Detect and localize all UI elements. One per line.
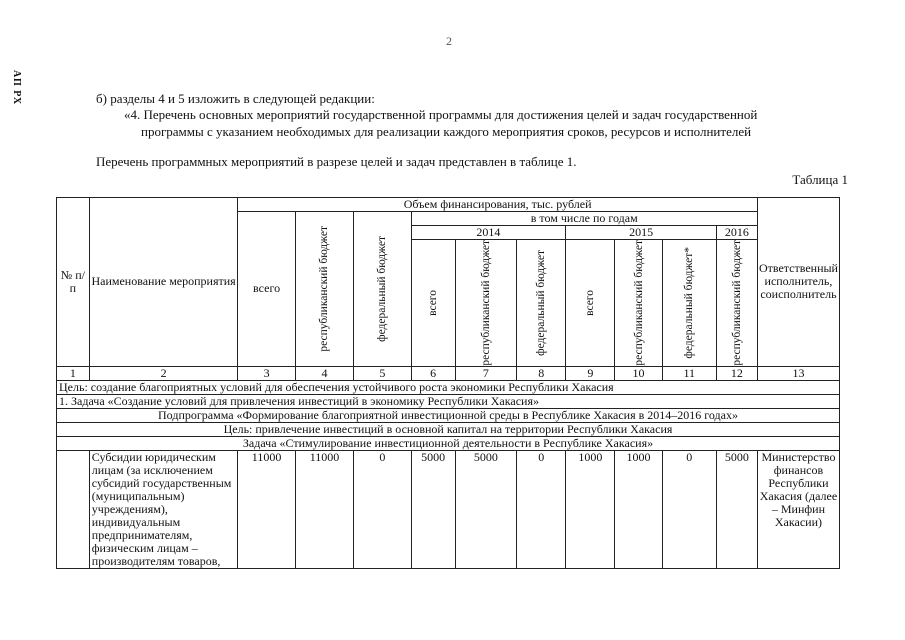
header-including-by-years: в том числе по годам: [411, 212, 757, 226]
row-fed-2014: 0: [517, 450, 566, 568]
header-fed-2015: федеральный бюджет*: [662, 240, 716, 367]
header-financing: Объем финансирования, тыс. рублей: [238, 198, 758, 212]
subprogram-goal-row: Цель: привлечение инвестиций в основной капитал на территории Республики Хакасия: [57, 422, 840, 436]
header-rep-2015: республиканский бюджет: [615, 240, 662, 367]
header-fed-budget: федеральный бюджет: [354, 212, 411, 367]
header-total-2014: всего: [411, 240, 455, 367]
subprogram-row: Подпрограмма «Формирование благоприятной инвестиционной среды в Республике Хакасия в 2014–2016 годах»: [57, 408, 840, 422]
col-num-2: 2: [89, 366, 238, 380]
header-name: Наименование мероприятия: [89, 198, 238, 367]
section-heading-line2: программы с указанием необходимых для реализации каждого мероприятия сроков, ресурсов и исполнителей: [141, 124, 752, 139]
row-rep: 11000: [295, 450, 353, 568]
task-row: 1. Задача «Создание условий для привлечения инвестиций в экономику Республики Хакасия»: [57, 394, 840, 408]
page-number: 2: [446, 34, 452, 48]
measures-table: [56, 197, 840, 569]
col-num-1: 1: [57, 366, 90, 380]
goal-row: Цель: создание благоприятных условий для обеспечения устойчивого роста экономики Республики Хакасия: [57, 380, 840, 394]
header-rep-budget: республиканский бюджет: [295, 212, 353, 367]
header-responsible: Ответственный исполнитель, соисполнитель: [757, 198, 839, 367]
table-intro: Перечень программных мероприятий в разрезе целей и задач представлен в таблице 1.: [96, 154, 577, 169]
row-rep-2015: 1000: [615, 450, 662, 568]
header-rep-2014: республиканский бюджет: [455, 240, 516, 367]
row-fed-2015: 0: [662, 450, 716, 568]
row-total: 11000: [238, 450, 295, 568]
row-total-2015: 1000: [566, 450, 615, 568]
col-num-5: 5: [354, 366, 411, 380]
header-year-2016: 2016: [716, 226, 757, 240]
col-num-8: 8: [517, 366, 566, 380]
row-responsible: Министерство финансов Республики Хакасия (далее – Минфин Хакасии): [757, 450, 839, 568]
col-num-12: 12: [716, 366, 757, 380]
table-row: [57, 450, 840, 568]
col-num-9: 9: [566, 366, 615, 380]
subprogram-task-row: Задача «Стимулирование инвестиционной деятельности в Республике Хакасия»: [57, 436, 840, 450]
col-num-4: 4: [295, 366, 353, 380]
row-rep-2014: 5000: [455, 450, 516, 568]
header-num: № п/п: [57, 198, 90, 367]
col-num-6: 6: [411, 366, 455, 380]
header-rep-2016: республиканский бюджет: [716, 240, 757, 367]
table-caption: Таблица 1: [792, 172, 848, 187]
col-num-10: 10: [615, 366, 662, 380]
header-fed-2014: федеральный бюджет: [517, 240, 566, 367]
header-total: всего: [238, 212, 295, 367]
margin-mark: АП РХ: [11, 70, 22, 106]
col-num-11: 11: [662, 366, 716, 380]
header-total-2015: всего: [566, 240, 615, 367]
col-num-13: 13: [757, 366, 839, 380]
row-name: Субсидии юридическим лицам (за исключением субсидий государственным (муниципальным) учреждениям), индивидуальным предпринимателям, физическим лицам – производителям товаров,: [89, 450, 238, 568]
col-num-7: 7: [455, 366, 516, 380]
header-year-2014: 2014: [411, 226, 566, 240]
amendment-intro: б) разделы 4 и 5 изложить в следующей редакции:: [96, 91, 375, 106]
row-total-2014: 5000: [411, 450, 455, 568]
header-year-2015: 2015: [566, 226, 717, 240]
col-num-3: 3: [238, 366, 295, 380]
section-heading-line1: «4. Перечень основных мероприятий государственной программы для достижения целей и задач государственной: [124, 107, 758, 122]
row-num: [57, 450, 90, 568]
row-fed: 0: [354, 450, 411, 568]
row-rep-2016: 5000: [716, 450, 757, 568]
